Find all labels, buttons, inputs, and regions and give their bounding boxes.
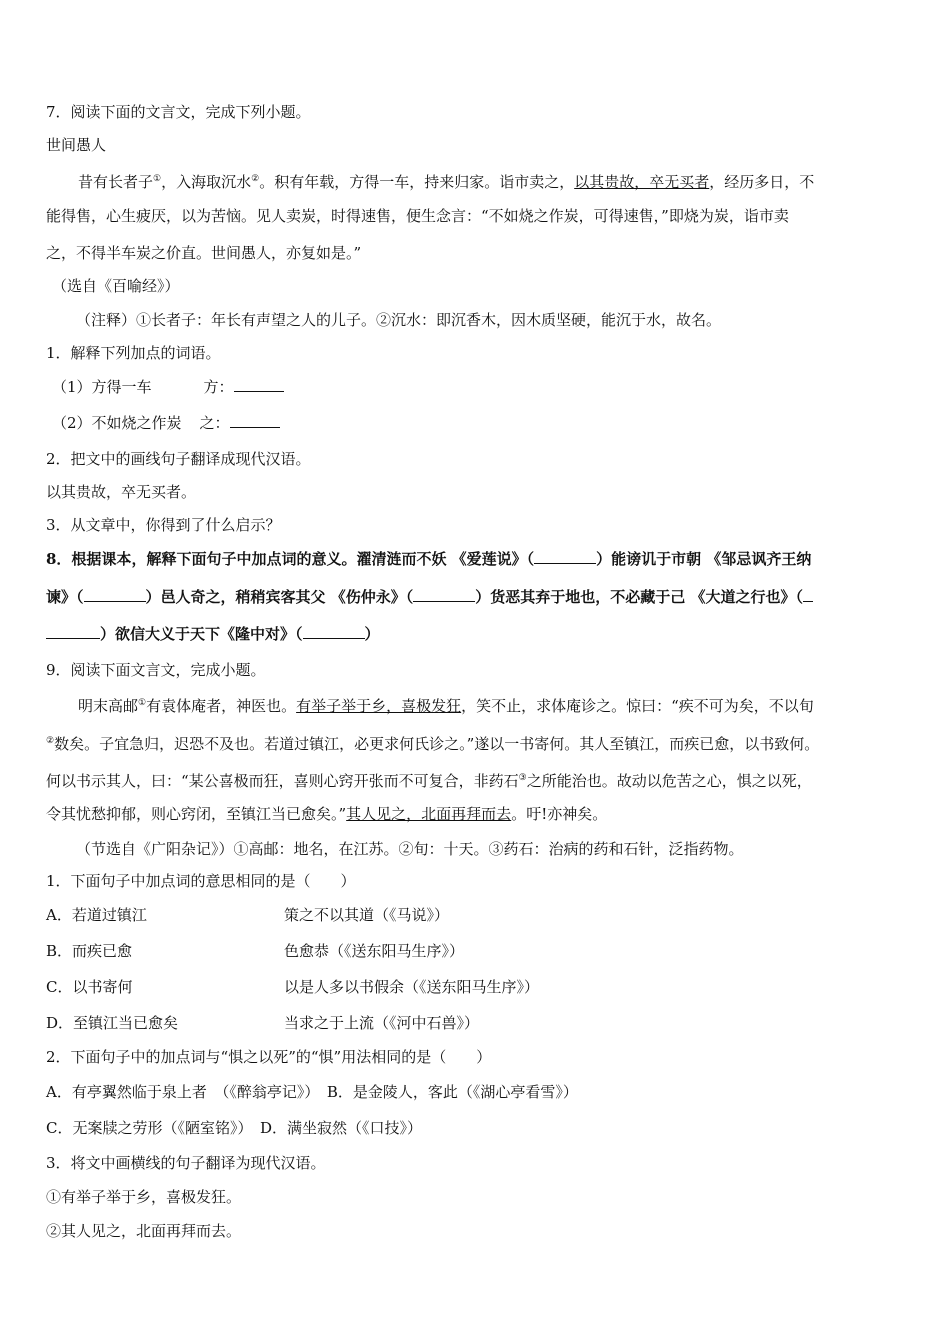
q7-passage-line1: 昔有长者子①，入海取沉水②。积有年载，方得一车，持来归家。诣市卖之，以其贵故，卒无买者，经历多日，不 <box>78 173 815 191</box>
q9-passage-line3: 何以书示其人，曰：“某公喜极而狂，喜则心窍开张而不可复合，非药石③之所能治也。故动以危苦之心，惧之以死， <box>46 772 812 790</box>
q7-sub2-sentence: 以其贵故，卒无买者。 <box>46 483 197 501</box>
q9-underlined-sentence-1: 有举子举于乡，喜极发狂 <box>296 697 462 715</box>
q7-passage-line2: 能得售，心生疲厌，以为苦恼。见人卖炭，时得速售，便生念言：“不如烧之作炭，可得速售，”即烧为炭，诣市卖 <box>46 207 789 225</box>
q7-annotation: （注释）①长者子：年长有声望之人的儿子。②沉水：即沉香木，因木质坚硬，能沉于水，故名。 <box>76 311 722 329</box>
q8-line2: 谏》（ ）邑人奇之，稍稍宾客其父 《伤仲永》（ ）货恶其弃于地也，不必藏于己 《大道之行也》（ <box>46 586 813 608</box>
q8-line3: ）欲信大义于天下《隆中对》（ ） <box>46 623 380 645</box>
answer-blank[interactable] <box>534 549 596 564</box>
answer-blank[interactable] <box>303 624 365 639</box>
q7-title: 7．阅读下面的文言文，完成下列小题。 <box>46 103 311 121</box>
answer-blank[interactable] <box>234 377 284 392</box>
q9-sub1-option-b[interactable]: B．而疾已愈 色愈恭（《送东阳马生序》） <box>46 942 465 960</box>
q9-sub2-title: 2．下面句子中的加点词与“惧之以死”的“惧”用法相同的是（ ） <box>46 1048 492 1066</box>
q9-sub1-option-c[interactable]: C．以书寄何 以是人多以书假余（《送东阳马生序》） <box>46 978 540 996</box>
answer-blank[interactable] <box>84 587 146 602</box>
answer-blank[interactable] <box>46 624 100 639</box>
q7-sub1-title: 1．解释下列加点的词语。 <box>46 344 221 362</box>
q8-line1: 8．根据课本，解释下面句子中加点词的意义。濯清涟而不妖 《爱莲说》（ ）能谤讥于市朝 《邹忌讽齐王纳 <box>46 550 812 568</box>
answer-blank[interactable] <box>803 587 813 602</box>
q9-sub2-options-line2[interactable]: C．无案牍之劳形（《陋室铭》） D．满坐寂然（《口技》） <box>46 1119 423 1137</box>
q9-passage-line1: 明末高邮①有袁体庵者，神医也。有举子举于乡，喜极发狂，笑不止，求体庵诊之。惊曰：“疾不可为矣，不以旬 <box>78 697 814 715</box>
q7-sub1-item1: （1）方得一车 方： <box>52 376 284 398</box>
q9-sub3-title: 3．将文中画横线的句子翻译为现代汉语。 <box>46 1154 326 1172</box>
answer-blank[interactable] <box>413 587 475 602</box>
q7-underlined-sentence: 以其贵故，卒无买者 <box>574 173 710 191</box>
q9-passage-line2: ②数矣。子宜急归，迟恐不及也。若道过镇江，必更求何氏诊之。”遂以一书寄何。其人至镇江，而疾已愈，以书致何。 <box>46 735 820 753</box>
q9-sub3-item1: ①有举子举于乡，喜极发狂。 <box>46 1188 242 1206</box>
q9-source: （节选自《广阳杂记》）①高邮：地名，在江苏。②旬：十天。③药石：治病的药和石针，泛指药物。 <box>76 840 744 858</box>
q9-sub3-item2: ②其人见之，北面再拜而去。 <box>46 1222 242 1240</box>
q9-sub1-option-a[interactable]: A．若道过镇江 策之不以其道（《马说》） <box>46 906 450 924</box>
q7-passage-line3: 之，不得半车炭之价直。世间愚人，亦复如是。” <box>46 244 362 262</box>
q7-sub2-title: 2．把文中的画线句子翻译成现代汉语。 <box>46 450 311 468</box>
q9-sub1-option-d[interactable]: D．至镇江当已愈矣 当求之于上流（《河中石兽》） <box>46 1014 480 1032</box>
q7-source: （选自《百喻经》） <box>52 277 180 295</box>
q9-sub2-options-line1[interactable]: A．有亭翼然临于泉上者 （《醉翁亭记》） B．是金陵人，客此（《湖心亭看雪》） <box>46 1083 578 1101</box>
q9-underlined-sentence-2: 其人见之，北面再拜而去 <box>346 805 512 823</box>
q9-title: 9．阅读下面文言文，完成小题。 <box>46 661 266 679</box>
q9-passage-line4: 令其忧愁抑郁，则心窍闭，至镇江当已愈矣。”其人见之，北面再拜而去。吁!亦神矣。 <box>46 805 608 823</box>
q7-sub1-item2: （2）不如烧之作炭 之： <box>52 412 280 434</box>
answer-blank[interactable] <box>230 413 280 428</box>
q9-sub1-title: 1．下面句子中加点词的意思相同的是（ ） <box>46 872 356 890</box>
q7-sub3-title: 3．从文章中，你得到了什么启示？ <box>46 516 281 534</box>
q7-passage-title: 世间愚人 <box>46 136 107 154</box>
